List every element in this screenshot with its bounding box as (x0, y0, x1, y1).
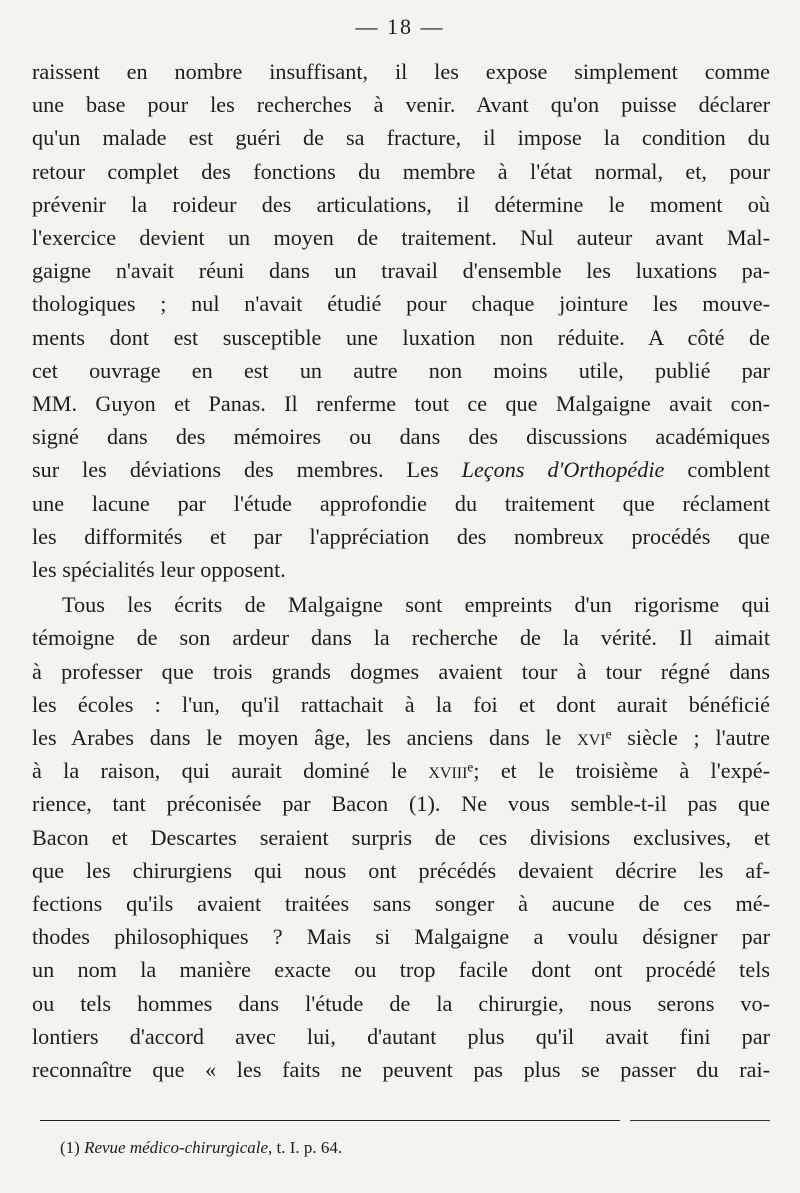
text-line: à professer que trois grands dogmes avaient tour à tour régné dans (32, 658, 770, 684)
roman-numeral: xvi (577, 725, 606, 751)
text-line: thologiques ; nul n'avait étudié pour chaque jointure les mouve- (32, 291, 770, 317)
text-line: MM. Guyon et Panas. Il renferme tout ce que Malgaigne avait con- (32, 391, 770, 417)
text-line: fections qu'ils avaient traitées sans songer à aucune de ces mé- (32, 891, 770, 917)
text-line: une base pour les recherches à venir. Avant qu'on puisse déclarer (32, 92, 770, 118)
text-run: ; et le troisième à l'expé- (473, 758, 770, 784)
text-line: l'exercice devient un moyen de traitement. Nul auteur avant Mal- (32, 225, 770, 251)
superscript: e (605, 726, 612, 742)
superscript: e (467, 759, 474, 775)
text-run: les Arabes dans le moyen âge, les anciens dans le (32, 725, 578, 751)
text-run: siècle ; l'autre (611, 725, 770, 751)
footnote-rule (40, 1120, 620, 1121)
text-line: retour complet des fonctions du membre à l'état normal, et, pour (32, 158, 770, 184)
text-line: ments dont est susceptible une luxation non réduite. A côté de (32, 324, 770, 350)
footnote (60, 1138, 342, 1158)
text-line: prévenir la roideur des articulations, il détermine le moment où (32, 191, 770, 217)
text-line: reconnaître que « les faits ne peuvent pas plus se passer du rai- (32, 1057, 770, 1083)
text-line: une lacune par l'étude approfondie du traitement que réclament (32, 490, 770, 516)
text-line: signé dans des mémoires ou dans des discussions académiques (32, 424, 770, 450)
footnote-rule-extension (630, 1120, 770, 1121)
text-line: rience, tant préconisée par Bacon (1). Ne vous semble-t-il pas que (32, 791, 770, 817)
roman-numeral: xviii (428, 758, 468, 784)
text-line: les écoles : l'un, qu'il rattachait à la foi et dont aurait bénéficié (32, 691, 770, 717)
text-line: raissent en nombre insuffisant, il les expose simplement comme (32, 59, 770, 84)
text-line-with-century (32, 754, 770, 787)
text-line: les difformités et par l'appréciation des nombreux procédés que (32, 523, 770, 549)
book-title: Leçons d'Orthopédie (461, 457, 665, 483)
paragraph-2 (32, 588, 770, 1086)
text-line: Tous les écrits de Malgaigne sont empreints d'un rigorisme qui (62, 592, 770, 618)
text-line-with-century (32, 721, 770, 754)
text-line: lontiers d'accord avec lui, d'autant plus qu'il avait fini par (32, 1023, 770, 1049)
footnote-source-title: Revue médico-chirurgicale (84, 1138, 269, 1157)
text-line: ou tels hommes dans l'étude de la chirurgie, nous serons vo- (32, 990, 770, 1016)
text-line: thodes philosophiques ? Mais si Malgaigne a voulu désigner par (32, 924, 770, 950)
text-line: que les chirurgiens qui nous ont précédés devaient décrire les af- (32, 857, 770, 883)
body-text (32, 55, 770, 1086)
footnote-marker: (1) (60, 1138, 80, 1157)
text-line: gaigne n'avait réuni dans un travail d'ensemble les luxations pa- (32, 258, 770, 284)
text-run: sur les déviations des membres. Les (32, 457, 462, 483)
text-line: un nom la manière exacte ou trop facile dont ont procédé tels (32, 957, 770, 983)
text-line-with-title (32, 453, 770, 486)
text-line: les spécialités leur opposent. (32, 557, 286, 583)
text-run: comblent (664, 457, 770, 483)
footnote-reference: , t. I. p. 64. (268, 1138, 343, 1157)
text-line: Bacon et Descartes seraient surpris de ces divisions exclusives, et (32, 824, 770, 850)
page-number: — 18 — (355, 14, 445, 39)
text-line: qu'un malade est guéri de sa fracture, il impose la condition du (32, 125, 770, 151)
text-run: à la raison, qui aurait dominé le (32, 758, 429, 784)
text-line: cet ouvrage en est un autre non moins utile, publié par (32, 357, 770, 383)
text-line: témoigne de son ardeur dans la recherche de la vérité. Il aimait (32, 625, 770, 651)
paragraph-1 (32, 55, 770, 586)
